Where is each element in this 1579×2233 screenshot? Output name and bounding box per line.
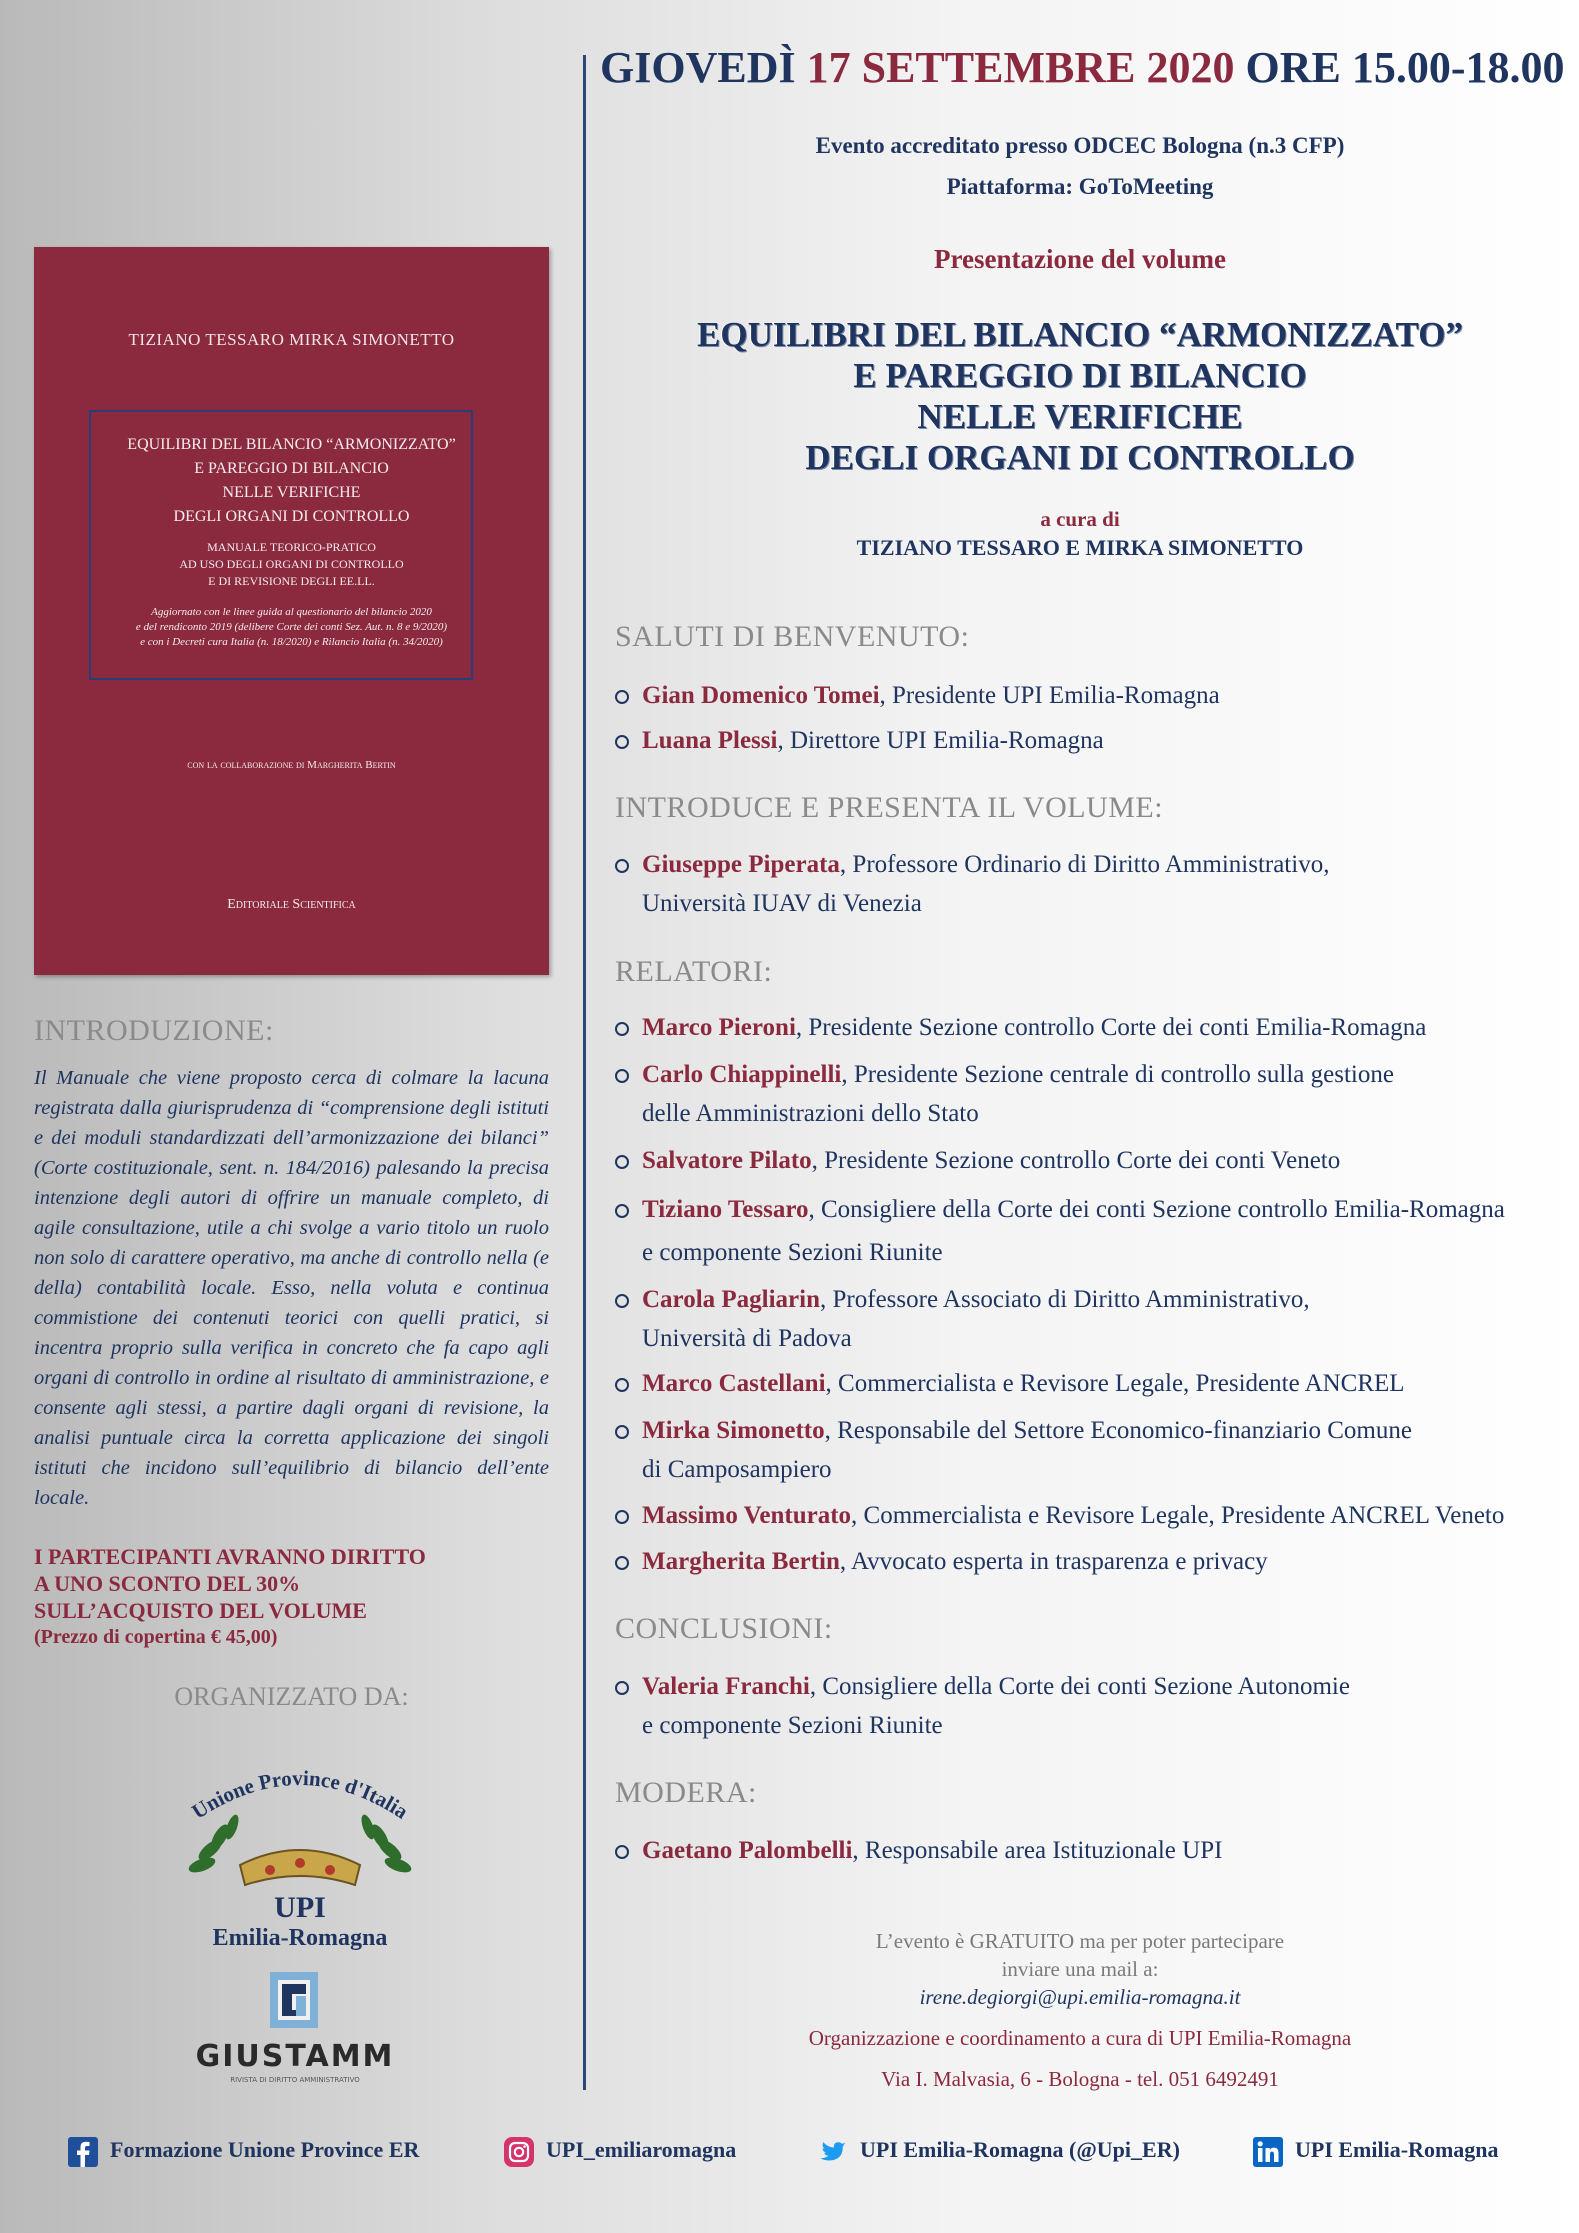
program-item [615,1187,1555,1233]
upi-region: Emilia-Romagna [212,1925,388,1951]
speaker-role: , Commercialista e Revisore Legale, Presidente ANCREL Veneto [851,1502,1505,1529]
book-publisher: Editoriale Scientifica [227,897,356,912]
organization-note: Organizzazione e coordinamento a cura di UPI Emilia-Romagna [808,2026,1352,2050]
section-heading-introduce: INTRODUCE E PRESENTA IL VOLUME: [615,791,1164,824]
time-label: ORE 15.00-18.00 [1245,43,1565,92]
book-title-line: E PAREGGIO DI BILANCIO [194,460,389,477]
instagram-label: UPI_emiliaromagna [546,2137,737,2163]
bullet-icon [615,1204,629,1218]
linkedin-label: UPI Emilia-Romagna [1295,2137,1499,2163]
speaker-role: , Responsabile area Istituzionale UPI [852,1837,1223,1864]
book-title-line: EQUILIBRI DEL BILANCIO “ARMONIZZATO” [127,436,456,453]
speaker-role-continued: delle Amministrazioni dello Stato [642,1100,979,1127]
speaker-role: , Professore Ordinario di Diritto Amministrativo, [839,851,1330,878]
book-authors: TIZIANO TESSARO MIRKA SIMONETTO [128,330,455,349]
upi-arc-text: Unione Province d'Italia [187,1765,413,1824]
speaker-role: , Presidente Sezione controllo Corte dei conti Emilia-Romagna [795,1014,1427,1041]
program-item [615,1542,1555,1581]
volume-title-line: E PAREGGIO DI BILANCIO [853,356,1307,395]
social-instagram[interactable] [504,2137,736,2167]
program-item [615,1280,1555,1358]
speaker-role-continued: e componente Sezioni Riunite [642,1712,943,1739]
instagram-icon [504,2137,534,2167]
volume-title [600,314,1560,478]
program-item [615,676,1555,715]
program-item-continued: e componente Sezioni Riunite [642,1239,943,1266]
volume-title-line: EQUILIBRI DEL BILANCIO “ARMONIZZATO” [697,315,1463,354]
day-label: GIOVEDÌ [600,43,796,92]
bullet-icon [615,1155,629,1169]
speaker-role: , Presidente Sezione controllo Corte dei conti Veneto [811,1147,1341,1174]
social-facebook[interactable] [68,2137,419,2167]
speaker-role: , Professore Associato di Diritto Amministrativo, [820,1286,1310,1313]
program-item [615,1055,1555,1133]
speaker-name: Marco Castellani [642,1370,826,1397]
vertical-divider [583,55,586,2090]
bullet-icon [615,1378,629,1392]
volume-title-line: NELLE VERIFICHE [917,397,1243,436]
facebook-icon [68,2137,98,2167]
book-update-line: e del rendiconto 2019 (delibere Corte dei conti Sez. Aut. n. 8 e 9/2020) [135,621,448,633]
program-item [615,1667,1555,1745]
bullet-icon [615,1845,629,1859]
book-update-line: e con i Decreti cura Italia (n. 18/2020) e Rilancio Italia (n. 34/2020) [140,636,443,648]
bullet-icon [615,1681,629,1695]
speaker-name: Gian Domenico Tomei [642,682,880,709]
book-update-line: Aggiornato con le linee guida al questionario del bilancio 2020 [151,606,432,618]
speaker-name: Gaetano Palombelli [642,1837,853,1864]
discount-line: I PARTECIPANTI AVRANNO DIRITTO [34,1544,426,1569]
intro-text: Il Manuale che viene proposto cerca di colmare la lacuna registrata dalla giurisprudenza di “comprensione degli istituti e dei moduli standardizzati dell’armonizzazione dei bilanci” (Corte costituzionale, sent. n. 184/2016) palesando la precisa intenzione degli autori di offrire un manuale completo, di agile consultazione, utile a chi svolge a vario titolo un ruolo non solo di carattere operativo, ma anche di controllo nella (e della) contabilità locale. Esso, nella voluta e continua commistione dei contenuti teorici con quelli pratici, si incentra proprio sulla verifica in concreto che fa capo agli organi di controllo in ordine al risultato di amministrazione, e consente agli stessi, a partire dagli organi di revisione, la analisi puntuale circa la corretta applicazione dei singoli istituti che incidono sull’equilibrio di bilancio dell’ente locale. [34,1067,549,1509]
book-subtitle-line: MANUALE TEORICO-PRATICO [207,540,376,554]
speaker-name: Massimo Venturato [642,1502,852,1529]
speaker-role: , Avvocato esperta in trasparenza e privacy [839,1548,1268,1575]
bullet-icon [615,1022,629,1036]
speaker-name: Tiziano Tessaro [642,1196,809,1223]
linkedin-icon [1253,2137,1283,2167]
volume-authors: TIZIANO TESSARO E MIRKA SIMONETTO [856,535,1304,560]
section-heading-relatori: RELATORI: [615,955,773,988]
accreditation-line: Evento accreditato presso ODCEC Bologna (n.3 CFP) [815,133,1345,158]
book-title [34,433,549,529]
speaker-name: Luana Plessi [642,727,778,754]
discount-line: A UNO SCONTO DEL 30% [34,1571,301,1596]
upi-emilia-romagna-logo [180,1755,420,1955]
book-collaboration: con la collaborazione di Margherita Bertin [187,759,396,771]
book-title-line: DEGLI ORGANI DI CONTROLLO [173,508,410,525]
speaker-name: Valeria Franchi [642,1673,810,1700]
program-item [615,1364,1555,1403]
program-item [615,1141,1555,1180]
svg-text:Unione Province d'Italia [188,1766,413,1824]
book-update-note [34,605,549,650]
social-linkedin[interactable] [1253,2137,1499,2167]
event-date-header [600,42,1565,93]
program-item [615,845,1555,923]
giustamm-name: GIUSTAMM [195,2039,395,2074]
speaker-role: , Presidente Sezione centrale di controllo sulla gestione [841,1061,1394,1088]
volume-title-line: DEGLI ORGANI DI CONTROLLO [805,438,1355,477]
speaker-role-continued: di Camposampiero [642,1456,832,1483]
program-item [615,721,1555,760]
book-subtitle-line: E DI REVISIONE DEGLI EE.LL. [208,574,375,588]
bullet-icon [615,1510,629,1524]
speaker-role-continued: Università di Padova [642,1325,852,1352]
speaker-name: Margherita Bertin [642,1548,840,1575]
upi-name: UPI [274,1891,326,1924]
email-row [600,1985,1560,2010]
presentation-label: Presentazione del volume [934,244,1226,274]
speaker-name: Carola Pagliarin [642,1286,821,1313]
speaker-role: , Consigliere della Corte dei conti Sezione controllo Emilia-Romagna [808,1196,1505,1223]
twitter-label: UPI Emilia-Romagna (@Upi_ER) [860,2137,1180,2163]
bullet-icon [615,690,629,704]
book-subtitle-line: AD USO DEGLI ORGANI DI CONTROLLO [179,557,404,571]
cover-price: (Prezzo di copertina € 45,00) [34,1626,278,1648]
program-item [615,1831,1555,1870]
speaker-role-continued: Università IUAV di Venezia [642,890,922,917]
bullet-icon [615,1294,629,1308]
giustamm-logo [190,1970,400,2100]
speaker-name: Giuseppe Piperata [642,851,840,878]
social-twitter[interactable] [818,2137,1180,2167]
twitter-icon [818,2137,848,2167]
speaker-role: , Direttore UPI Emilia-Romagna [777,727,1104,754]
program-item [615,1411,1555,1489]
platform-line: Piattaforma: GoToMeeting [946,174,1214,199]
organizer-heading: ORGANIZZATO DA: [174,1682,409,1711]
book-subtitle [34,539,549,590]
speaker-name: Carlo Chiappinelli [642,1061,842,1088]
speaker-role: , Consigliere della Corte dei conti Sezione Autonomie [809,1673,1350,1700]
bullet-icon [615,859,629,873]
giustamm-subtitle: RIVISTA DI DIRITTO AMMINISTRATIVO [230,2076,360,2084]
program-item [615,1496,1555,1535]
date-label: 17 SETTEMBRE 2020 [806,43,1235,92]
book-cover [34,247,549,975]
book-title-line: NELLE VERIFICHE [222,484,361,501]
speaker-role: , Presidente UPI Emilia-Romagna [879,682,1220,709]
a-cura-di-label: a cura di [1040,507,1120,531]
bullet-icon [615,735,629,749]
program-item [615,1008,1555,1047]
section-heading-saluti: SALUTI DI BENVENUTO: [615,620,970,653]
section-heading-modera: MODERA: [615,1776,757,1809]
facebook-label: Formazione Unione Province ER [110,2137,420,2163]
discount-line: SULL’ACQUISTO DEL VOLUME [34,1598,367,1623]
organization-row [600,2026,1560,2051]
section-heading-conclusioni: CONCLUSIONI: [615,1612,833,1645]
speaker-role: , Commercialista e Revisore Legale, Presidente ANCREL [825,1370,1405,1397]
speaker-role: , Responsabile del Settore Economico-finanziario Comune [824,1417,1412,1444]
free-event-note: L’evento è GRATUITO ma per poter partecipare [875,1929,1285,1953]
discount-note [34,1543,554,1651]
intro-heading: INTRODUZIONE: [34,1014,274,1047]
speaker-name: Marco Pieroni [642,1014,796,1041]
bullet-icon [615,1069,629,1083]
email-instruction: inviare una mail a: [1001,1957,1159,1981]
bullet-icon [615,1556,629,1570]
speaker-name: Mirka Simonetto [642,1417,825,1444]
speaker-name: Salvatore Pilato [642,1147,812,1174]
address-line: Via I. Malvasia, 6 - Bologna - tel. 051 6492491 [881,2067,1279,2091]
bullet-icon [615,1425,629,1439]
contact-email-link[interactable]: irene.degiorgi@upi.emilia-romagna.it [919,1985,1241,2009]
